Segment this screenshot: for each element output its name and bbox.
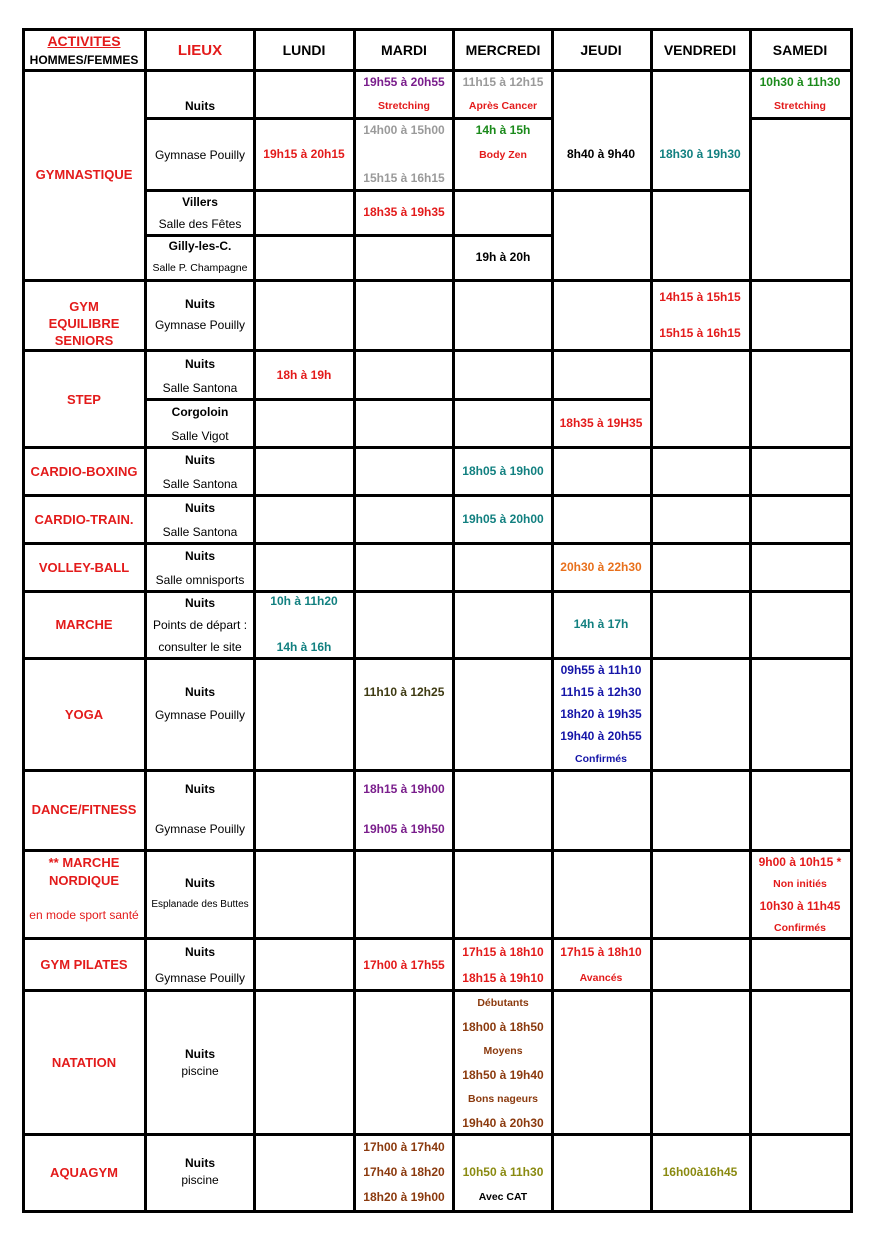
place-salle-omnisports: Salle omnisports: [155, 573, 245, 587]
grid-vline: [253, 28, 256, 1213]
place-nuits: Nuits: [185, 549, 215, 563]
slot-label: Avec CAT: [478, 1190, 528, 1203]
place-piscine: piscine: [181, 1064, 219, 1078]
slot-label: Stretching: [378, 99, 430, 112]
grid-hline: [144, 189, 554, 192]
slot: 17h40 à 18h20: [363, 1165, 445, 1179]
slot: 18h50 à 19h40: [462, 1068, 544, 1082]
slot: 9h00 à 10h15 *: [758, 855, 842, 869]
place-piscine: piscine: [181, 1173, 219, 1187]
slot-label: Moyens: [483, 1044, 523, 1057]
activity-cardio-boxing: CARDIO-BOXING: [30, 463, 138, 479]
grid-vline: [22, 28, 25, 1213]
place-salle-santona: Salle Santona: [162, 477, 238, 491]
slot: 18h20 à 19h35: [560, 707, 642, 721]
grid-vline: [650, 28, 653, 1213]
grid-hline: [22, 446, 853, 449]
slot: 18h15 à 19h00: [363, 782, 445, 796]
activity-dance: DANCE/FITNESS: [31, 801, 137, 817]
activity-gym-equilibre: SENIORS: [54, 332, 114, 348]
grid-hline: [22, 28, 853, 31]
place-villers: Villers: [182, 195, 218, 209]
grid-hline: [551, 189, 752, 192]
place-nuits: Nuits: [185, 685, 215, 699]
place-points-depart: Points de départ :: [152, 618, 248, 632]
slot: 17h15 à 18h10: [560, 945, 642, 959]
place-gymnase-pouilly: Gymnase Pouilly: [154, 318, 246, 332]
slot: 10h à 11h20: [270, 594, 338, 608]
grid-vline: [749, 28, 752, 1213]
activity-gym-pilates: GYM PILATES: [40, 956, 128, 972]
activity-sport-sante: en mode sport santé: [29, 908, 139, 922]
grid-hline: [22, 1210, 853, 1213]
place-nuits: Nuits: [185, 501, 215, 515]
header-hommes-femmes: HOMMES/FEMMES: [29, 53, 139, 67]
place-salle-fetes: Salle des Fêtes: [158, 217, 242, 231]
place-gilly: Gilly-les-C.: [168, 239, 232, 253]
header-day-sam: SAMEDI: [772, 42, 828, 58]
slot: 19h55 à 20h55: [363, 75, 445, 89]
grid-hline: [749, 279, 853, 282]
header-day-mar: MARDI: [381, 42, 427, 58]
slot: 10h30 à 11h45: [759, 899, 841, 913]
slot: 18h15 à 19h10: [462, 971, 544, 985]
grid-hline: [22, 1133, 853, 1136]
slot: 19h05 à 19h50: [363, 822, 445, 836]
activity-gym-equilibre: EQUILIBRE: [48, 315, 120, 331]
activity-yoga: YOGA: [64, 706, 104, 722]
header-lieux: LIEUX: [177, 41, 223, 59]
activity-gymnastique: GYMNASTIQUE: [35, 166, 133, 182]
place-nuits: Nuits: [185, 596, 215, 610]
activity-cardio-train: CARDIO-TRAIN.: [34, 511, 134, 527]
grid-hline: [22, 494, 853, 497]
activity-step: STEP: [67, 391, 101, 407]
grid-hline: [22, 69, 853, 72]
slot-label: Confirmés: [774, 921, 826, 934]
grid-vline: [551, 28, 554, 1213]
place-nuits: Nuits: [185, 453, 215, 467]
grid-hline: [144, 398, 653, 401]
slot: 18h05 à 19h00: [462, 464, 544, 478]
grid-hline: [253, 117, 554, 120]
slot: 18h00 à 18h50: [462, 1020, 544, 1034]
slot: 18h35 à 19h35: [363, 205, 445, 219]
place-gymnase-pouilly: Gymnase Pouilly: [154, 971, 246, 985]
place-gymnase-pouilly: Gymnase Pouilly: [154, 822, 246, 836]
place-nuits: Nuits: [185, 1156, 215, 1170]
grid-vline: [452, 28, 455, 1213]
activity-volley: VOLLEY-BALL: [38, 559, 130, 575]
grid-hline: [22, 542, 853, 545]
grid-hline: [749, 117, 853, 120]
header-day-mer: MERCREDI: [465, 42, 541, 58]
slot: 17h00 à 17h55: [363, 958, 445, 972]
place-consulter-site: consulter le site: [158, 640, 242, 654]
slot: 19h à 20h: [475, 250, 531, 264]
grid-vline: [144, 28, 147, 1213]
slot: 11h10 à 12h25: [363, 685, 445, 699]
slot: 17h00 à 17h40: [363, 1140, 445, 1154]
place-salle-vigot: Salle Vigot: [171, 429, 229, 443]
slot: 18h35 à 19H35: [559, 416, 643, 430]
place-nuits: Nuits: [185, 357, 215, 371]
place-salle-santona: Salle Santona: [162, 381, 238, 395]
slot: 19h05 à 20h00: [462, 512, 544, 526]
grid-vline: [353, 28, 356, 1213]
slot: 19h15 à 20h15: [263, 147, 345, 161]
activity-gym-equilibre: GYM: [69, 298, 99, 314]
place-nuits: Nuits: [185, 297, 215, 311]
slot: 15h15 à 16h15: [659, 326, 741, 340]
activity-aquagym: AQUAGYM: [50, 1164, 118, 1180]
grid-hline: [22, 657, 853, 660]
slot: 18h30 à 19h30: [659, 147, 741, 161]
grid-hline: [22, 989, 853, 992]
header-day-lun: LUNDI: [282, 42, 326, 58]
slot: 17h15 à 18h10: [462, 945, 544, 959]
slot: 19h40 à 20h55: [560, 729, 642, 743]
slot-label: Bons nageurs: [467, 1092, 539, 1105]
place-salle-santona: Salle Santona: [162, 525, 238, 539]
slot: 09h55 à 11h10: [560, 663, 642, 677]
header-day-ven: VENDREDI: [663, 42, 737, 58]
grid-hline: [22, 849, 853, 852]
slot: 10h30 à 11h30: [759, 75, 841, 89]
slot: 20h30 à 22h30: [560, 560, 642, 574]
slot: 14h à 15h: [475, 123, 531, 137]
header-day-jeu: JEUDI: [580, 42, 622, 58]
grid-hline: [22, 590, 853, 593]
grid-hline: [144, 234, 554, 237]
slot: 18h à 19h: [276, 368, 332, 382]
place-salle-champagne: Salle P. Champagne: [152, 261, 248, 274]
slot: 10h50 à 11h30: [462, 1165, 544, 1179]
slot: 11h15 à 12h15: [462, 75, 544, 89]
place-nuits: Nuits: [185, 1047, 215, 1061]
place-nuits: Nuits: [185, 876, 215, 890]
slot: 16h00à16h45: [662, 1165, 738, 1179]
activity-natation: NATATION: [51, 1054, 117, 1070]
slot-label: Body Zen: [479, 148, 527, 161]
slot-label: Confirmés: [575, 752, 627, 765]
place-nuits: Nuits: [185, 782, 215, 796]
place-esplanade: Esplanade des Buttes: [151, 899, 249, 910]
activity-marche: MARCHE: [55, 616, 113, 632]
slot: 15h15 à 16h15: [363, 171, 445, 185]
grid-hline: [22, 937, 853, 940]
slot: 14h à 16h: [276, 640, 332, 654]
activity-marche-nordique: ** MARCHE: [48, 854, 120, 870]
slot-label: Avancés: [579, 971, 623, 984]
place-corgoloin: Corgoloin: [171, 405, 229, 419]
slot: 14h00 à 15h00: [363, 123, 445, 137]
place-gymnase-pouilly: Gymnase Pouilly: [154, 708, 246, 722]
slot: 18h20 à 19h00: [363, 1190, 445, 1204]
activity-marche-nordique: NORDIQUE: [48, 872, 120, 888]
slot-label: Après Cancer: [468, 99, 538, 112]
grid-hline: [144, 117, 256, 120]
grid-hline: [551, 279, 752, 282]
slot-label: Stretching: [774, 99, 826, 112]
grid-vline: [850, 28, 853, 1213]
slot: 8h40 à 9h40: [566, 147, 636, 161]
slot: 14h15 à 15h15: [659, 290, 741, 304]
slot: 11h15 à 12h30: [560, 685, 642, 699]
grid-hline: [22, 349, 853, 352]
place-nuits: Nuits: [185, 99, 215, 113]
place-gymnase-pouilly: Gymnase Pouilly: [154, 148, 246, 162]
slot-label: Non initiés: [773, 877, 827, 890]
header-activites: ACTIVITES: [47, 33, 121, 49]
slot-label: Débutants: [477, 996, 529, 1009]
grid-hline: [22, 769, 853, 772]
slot: 14h à 17h: [573, 617, 629, 631]
slot: 19h40 à 20h30: [462, 1116, 544, 1130]
place-nuits: Nuits: [185, 945, 215, 959]
